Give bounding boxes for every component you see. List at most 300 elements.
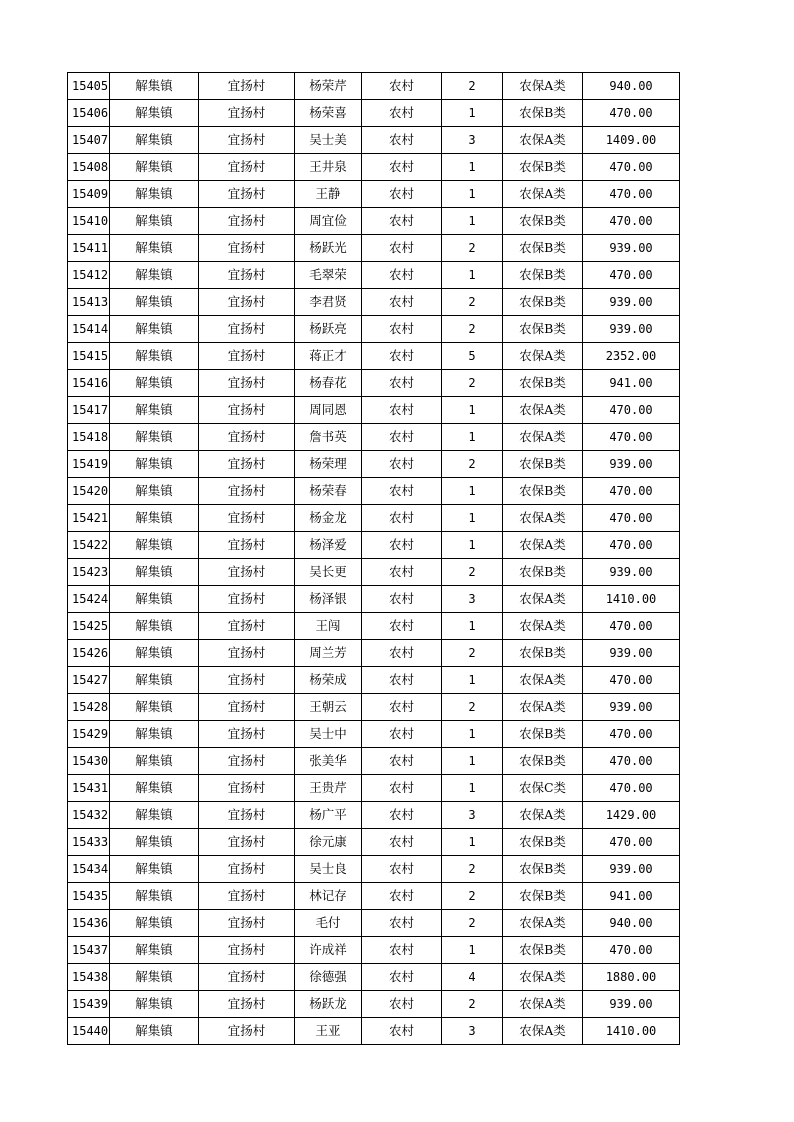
name-cell: 周兰芳 xyxy=(295,640,362,667)
name-cell: 杨荣理 xyxy=(295,451,362,478)
record-id-cell: 15425 xyxy=(68,613,110,640)
table-row xyxy=(68,181,680,208)
area-type-cell: 农村 xyxy=(362,154,442,181)
village-cell: 宜扬村 xyxy=(199,532,295,559)
name-cell: 王井泉 xyxy=(295,154,362,181)
town-cell: 解集镇 xyxy=(110,964,199,991)
village-cell: 宜扬村 xyxy=(199,694,295,721)
amount-cell: 470.00 xyxy=(583,775,680,802)
household-size-cell: 3 xyxy=(442,802,503,829)
area-type-cell: 农村 xyxy=(362,424,442,451)
amount-cell: 939.00 xyxy=(583,694,680,721)
area-type-cell: 农村 xyxy=(362,73,442,100)
amount-cell: 939.00 xyxy=(583,559,680,586)
table-row xyxy=(68,991,680,1018)
record-id-cell: 15436 xyxy=(68,910,110,937)
household-size-cell: 1 xyxy=(442,262,503,289)
amount-cell: 470.00 xyxy=(583,397,680,424)
record-id-cell: 15416 xyxy=(68,370,110,397)
area-type-cell: 农村 xyxy=(362,451,442,478)
town-cell: 解集镇 xyxy=(110,262,199,289)
town-cell: 解集镇 xyxy=(110,451,199,478)
household-size-cell: 1 xyxy=(442,478,503,505)
household-size-cell: 5 xyxy=(442,343,503,370)
area-type-cell: 农村 xyxy=(362,883,442,910)
insurance-class-cell: 农保A类 xyxy=(503,181,583,208)
table-row xyxy=(68,73,680,100)
insurance-class-cell: 农保B类 xyxy=(503,289,583,316)
household-size-cell: 1 xyxy=(442,613,503,640)
insurance-class-cell: 农保B类 xyxy=(503,640,583,667)
insurance-class-cell: 农保B类 xyxy=(503,316,583,343)
insurance-class-cell: 农保A类 xyxy=(503,424,583,451)
village-cell: 宜扬村 xyxy=(199,937,295,964)
record-id-cell: 15430 xyxy=(68,748,110,775)
insurance-class-cell: 农保B类 xyxy=(503,937,583,964)
name-cell: 杨泽银 xyxy=(295,586,362,613)
table-row xyxy=(68,424,680,451)
amount-cell: 470.00 xyxy=(583,424,680,451)
area-type-cell: 农村 xyxy=(362,208,442,235)
household-size-cell: 2 xyxy=(442,559,503,586)
records-body xyxy=(68,73,680,1045)
record-id-cell: 15439 xyxy=(68,991,110,1018)
amount-cell: 470.00 xyxy=(583,154,680,181)
name-cell: 杨跃光 xyxy=(295,235,362,262)
table-row xyxy=(68,478,680,505)
name-cell: 杨金龙 xyxy=(295,505,362,532)
insurance-class-cell: 农保B类 xyxy=(503,451,583,478)
name-cell: 吴士良 xyxy=(295,856,362,883)
town-cell: 解集镇 xyxy=(110,829,199,856)
village-cell: 宜扬村 xyxy=(199,829,295,856)
area-type-cell: 农村 xyxy=(362,937,442,964)
area-type-cell: 农村 xyxy=(362,127,442,154)
table-row xyxy=(68,505,680,532)
area-type-cell: 农村 xyxy=(362,802,442,829)
record-id-cell: 15412 xyxy=(68,262,110,289)
town-cell: 解集镇 xyxy=(110,775,199,802)
record-id-cell: 15432 xyxy=(68,802,110,829)
record-id-cell: 15407 xyxy=(68,127,110,154)
household-size-cell: 2 xyxy=(442,289,503,316)
insurance-class-cell: 农保B类 xyxy=(503,883,583,910)
name-cell: 杨荣喜 xyxy=(295,100,362,127)
area-type-cell: 农村 xyxy=(362,964,442,991)
record-id-cell: 15440 xyxy=(68,1018,110,1045)
insurance-class-cell: 农保A类 xyxy=(503,397,583,424)
area-type-cell: 农村 xyxy=(362,748,442,775)
household-size-cell: 2 xyxy=(442,370,503,397)
village-cell: 宜扬村 xyxy=(199,964,295,991)
name-cell: 王贵芹 xyxy=(295,775,362,802)
town-cell: 解集镇 xyxy=(110,721,199,748)
record-id-cell: 15405 xyxy=(68,73,110,100)
insurance-class-cell: 农保C类 xyxy=(503,775,583,802)
town-cell: 解集镇 xyxy=(110,289,199,316)
insurance-class-cell: 农保A类 xyxy=(503,343,583,370)
village-cell: 宜扬村 xyxy=(199,802,295,829)
village-cell: 宜扬村 xyxy=(199,289,295,316)
town-cell: 解集镇 xyxy=(110,640,199,667)
record-id-cell: 15408 xyxy=(68,154,110,181)
name-cell: 杨春花 xyxy=(295,370,362,397)
village-cell: 宜扬村 xyxy=(199,73,295,100)
name-cell: 周同恩 xyxy=(295,397,362,424)
record-id-cell: 15406 xyxy=(68,100,110,127)
record-id-cell: 15437 xyxy=(68,937,110,964)
insurance-class-cell: 农保A类 xyxy=(503,802,583,829)
amount-cell: 470.00 xyxy=(583,478,680,505)
area-type-cell: 农村 xyxy=(362,532,442,559)
table-row xyxy=(68,100,680,127)
area-type-cell: 农村 xyxy=(362,343,442,370)
area-type-cell: 农村 xyxy=(362,316,442,343)
town-cell: 解集镇 xyxy=(110,694,199,721)
table-row xyxy=(68,802,680,829)
name-cell: 徐德强 xyxy=(295,964,362,991)
village-cell: 宜扬村 xyxy=(199,640,295,667)
area-type-cell: 农村 xyxy=(362,829,442,856)
insurance-class-cell: 农保B类 xyxy=(503,559,583,586)
insurance-class-cell: 农保B类 xyxy=(503,721,583,748)
household-size-cell: 1 xyxy=(442,100,503,127)
household-size-cell: 2 xyxy=(442,694,503,721)
area-type-cell: 农村 xyxy=(362,910,442,937)
household-size-cell: 2 xyxy=(442,991,503,1018)
insurance-class-cell: 农保A类 xyxy=(503,505,583,532)
area-type-cell: 农村 xyxy=(362,613,442,640)
household-size-cell: 2 xyxy=(442,910,503,937)
village-cell: 宜扬村 xyxy=(199,883,295,910)
record-id-cell: 15419 xyxy=(68,451,110,478)
record-id-cell: 15435 xyxy=(68,883,110,910)
household-size-cell: 2 xyxy=(442,73,503,100)
name-cell: 周宜俭 xyxy=(295,208,362,235)
village-cell: 宜扬村 xyxy=(199,262,295,289)
name-cell: 杨跃龙 xyxy=(295,991,362,1018)
household-size-cell: 1 xyxy=(442,181,503,208)
amount-cell: 470.00 xyxy=(583,100,680,127)
name-cell: 杨泽爱 xyxy=(295,532,362,559)
name-cell: 吴长更 xyxy=(295,559,362,586)
amount-cell: 470.00 xyxy=(583,937,680,964)
household-size-cell: 1 xyxy=(442,397,503,424)
amount-cell: 470.00 xyxy=(583,721,680,748)
town-cell: 解集镇 xyxy=(110,343,199,370)
village-cell: 宜扬村 xyxy=(199,316,295,343)
household-size-cell: 3 xyxy=(442,1018,503,1045)
name-cell: 林记存 xyxy=(295,883,362,910)
area-type-cell: 农村 xyxy=(362,991,442,1018)
insurance-class-cell: 农保A类 xyxy=(503,127,583,154)
village-cell: 宜扬村 xyxy=(199,343,295,370)
table-row xyxy=(68,127,680,154)
household-size-cell: 1 xyxy=(442,505,503,532)
village-cell: 宜扬村 xyxy=(199,235,295,262)
table-row xyxy=(68,775,680,802)
village-cell: 宜扬村 xyxy=(199,208,295,235)
area-type-cell: 农村 xyxy=(362,370,442,397)
amount-cell: 939.00 xyxy=(583,451,680,478)
insurance-class-cell: 农保B类 xyxy=(503,262,583,289)
table-row xyxy=(68,613,680,640)
town-cell: 解集镇 xyxy=(110,991,199,1018)
name-cell: 许成祥 xyxy=(295,937,362,964)
record-id-cell: 15424 xyxy=(68,586,110,613)
record-id-cell: 15414 xyxy=(68,316,110,343)
insurance-class-cell: 农保A类 xyxy=(503,991,583,1018)
insurance-class-cell: 农保B类 xyxy=(503,235,583,262)
amount-cell: 470.00 xyxy=(583,262,680,289)
amount-cell: 470.00 xyxy=(583,613,680,640)
village-cell: 宜扬村 xyxy=(199,127,295,154)
household-size-cell: 1 xyxy=(442,532,503,559)
records-table xyxy=(67,72,680,1045)
area-type-cell: 农村 xyxy=(362,856,442,883)
record-id-cell: 15415 xyxy=(68,343,110,370)
area-type-cell: 农村 xyxy=(362,1018,442,1045)
area-type-cell: 农村 xyxy=(362,235,442,262)
town-cell: 解集镇 xyxy=(110,100,199,127)
amount-cell: 470.00 xyxy=(583,667,680,694)
area-type-cell: 农村 xyxy=(362,775,442,802)
record-id-cell: 15429 xyxy=(68,721,110,748)
town-cell: 解集镇 xyxy=(110,559,199,586)
name-cell: 蒋正才 xyxy=(295,343,362,370)
record-id-cell: 15434 xyxy=(68,856,110,883)
town-cell: 解集镇 xyxy=(110,478,199,505)
insurance-class-cell: 农保A类 xyxy=(503,910,583,937)
name-cell: 王朝云 xyxy=(295,694,362,721)
insurance-class-cell: 农保A类 xyxy=(503,964,583,991)
household-size-cell: 2 xyxy=(442,316,503,343)
table-row xyxy=(68,694,680,721)
record-id-cell: 15421 xyxy=(68,505,110,532)
household-size-cell: 3 xyxy=(442,127,503,154)
town-cell: 解集镇 xyxy=(110,883,199,910)
name-cell: 杨跃亮 xyxy=(295,316,362,343)
table-row xyxy=(68,721,680,748)
amount-cell: 470.00 xyxy=(583,181,680,208)
name-cell: 詹书英 xyxy=(295,424,362,451)
village-cell: 宜扬村 xyxy=(199,1018,295,1045)
name-cell: 徐元康 xyxy=(295,829,362,856)
name-cell: 毛付 xyxy=(295,910,362,937)
household-size-cell: 2 xyxy=(442,235,503,262)
name-cell: 王亚 xyxy=(295,1018,362,1045)
household-size-cell: 1 xyxy=(442,775,503,802)
town-cell: 解集镇 xyxy=(110,397,199,424)
household-size-cell: 2 xyxy=(442,451,503,478)
village-cell: 宜扬村 xyxy=(199,775,295,802)
record-id-cell: 15411 xyxy=(68,235,110,262)
town-cell: 解集镇 xyxy=(110,937,199,964)
name-cell: 王闯 xyxy=(295,613,362,640)
area-type-cell: 农村 xyxy=(362,640,442,667)
area-type-cell: 农村 xyxy=(362,667,442,694)
record-id-cell: 15427 xyxy=(68,667,110,694)
village-cell: 宜扬村 xyxy=(199,100,295,127)
village-cell: 宜扬村 xyxy=(199,154,295,181)
household-size-cell: 1 xyxy=(442,721,503,748)
insurance-class-cell: 农保B类 xyxy=(503,478,583,505)
insurance-class-cell: 农保A类 xyxy=(503,586,583,613)
town-cell: 解集镇 xyxy=(110,802,199,829)
area-type-cell: 农村 xyxy=(362,721,442,748)
village-cell: 宜扬村 xyxy=(199,991,295,1018)
table-row xyxy=(68,937,680,964)
village-cell: 宜扬村 xyxy=(199,910,295,937)
insurance-class-cell: 农保A类 xyxy=(503,532,583,559)
household-size-cell: 1 xyxy=(442,937,503,964)
record-id-cell: 15423 xyxy=(68,559,110,586)
insurance-class-cell: 农保B类 xyxy=(503,829,583,856)
name-cell: 王静 xyxy=(295,181,362,208)
record-id-cell: 15418 xyxy=(68,424,110,451)
table-row xyxy=(68,829,680,856)
name-cell: 吴士中 xyxy=(295,721,362,748)
household-size-cell: 1 xyxy=(442,667,503,694)
table-row xyxy=(68,262,680,289)
table-row xyxy=(68,532,680,559)
village-cell: 宜扬村 xyxy=(199,370,295,397)
record-id-cell: 15420 xyxy=(68,478,110,505)
amount-cell: 470.00 xyxy=(583,829,680,856)
insurance-class-cell: 农保B类 xyxy=(503,856,583,883)
name-cell: 毛翠荣 xyxy=(295,262,362,289)
insurance-class-cell: 农保A类 xyxy=(503,73,583,100)
amount-cell: 939.00 xyxy=(583,235,680,262)
table-row xyxy=(68,910,680,937)
town-cell: 解集镇 xyxy=(110,856,199,883)
insurance-class-cell: 农保B类 xyxy=(503,100,583,127)
amount-cell: 939.00 xyxy=(583,289,680,316)
name-cell: 杨荣芹 xyxy=(295,73,362,100)
record-id-cell: 15417 xyxy=(68,397,110,424)
household-size-cell: 1 xyxy=(442,208,503,235)
village-cell: 宜扬村 xyxy=(199,397,295,424)
amount-cell: 1429.00 xyxy=(583,802,680,829)
name-cell: 杨荣春 xyxy=(295,478,362,505)
table-row xyxy=(68,667,680,694)
village-cell: 宜扬村 xyxy=(199,586,295,613)
table-row xyxy=(68,154,680,181)
area-type-cell: 农村 xyxy=(362,397,442,424)
area-type-cell: 农村 xyxy=(362,478,442,505)
area-type-cell: 农村 xyxy=(362,694,442,721)
village-cell: 宜扬村 xyxy=(199,856,295,883)
household-size-cell: 2 xyxy=(442,856,503,883)
amount-cell: 941.00 xyxy=(583,370,680,397)
area-type-cell: 农村 xyxy=(362,559,442,586)
insurance-class-cell: 农保A类 xyxy=(503,1018,583,1045)
table-row xyxy=(68,343,680,370)
town-cell: 解集镇 xyxy=(110,235,199,262)
table-row xyxy=(68,316,680,343)
household-size-cell: 4 xyxy=(442,964,503,991)
town-cell: 解集镇 xyxy=(110,208,199,235)
name-cell: 杨荣成 xyxy=(295,667,362,694)
village-cell: 宜扬村 xyxy=(199,721,295,748)
area-type-cell: 农村 xyxy=(362,505,442,532)
table-row xyxy=(68,964,680,991)
town-cell: 解集镇 xyxy=(110,316,199,343)
amount-cell: 939.00 xyxy=(583,640,680,667)
household-size-cell: 2 xyxy=(442,883,503,910)
town-cell: 解集镇 xyxy=(110,154,199,181)
amount-cell: 470.00 xyxy=(583,208,680,235)
record-id-cell: 15409 xyxy=(68,181,110,208)
town-cell: 解集镇 xyxy=(110,127,199,154)
town-cell: 解集镇 xyxy=(110,370,199,397)
village-cell: 宜扬村 xyxy=(199,613,295,640)
village-cell: 宜扬村 xyxy=(199,478,295,505)
insurance-class-cell: 农保B类 xyxy=(503,370,583,397)
table-row xyxy=(68,397,680,424)
record-id-cell: 15433 xyxy=(68,829,110,856)
amount-cell: 1409.00 xyxy=(583,127,680,154)
record-id-cell: 15431 xyxy=(68,775,110,802)
record-id-cell: 15426 xyxy=(68,640,110,667)
amount-cell: 940.00 xyxy=(583,910,680,937)
table-row xyxy=(68,208,680,235)
amount-cell: 1880.00 xyxy=(583,964,680,991)
area-type-cell: 农村 xyxy=(362,289,442,316)
table-row xyxy=(68,883,680,910)
record-id-cell: 15413 xyxy=(68,289,110,316)
area-type-cell: 农村 xyxy=(362,586,442,613)
village-cell: 宜扬村 xyxy=(199,181,295,208)
town-cell: 解集镇 xyxy=(110,748,199,775)
insurance-class-cell: 农保A类 xyxy=(503,613,583,640)
household-size-cell: 1 xyxy=(442,829,503,856)
amount-cell: 1410.00 xyxy=(583,1018,680,1045)
table-row xyxy=(68,451,680,478)
amount-cell: 1410.00 xyxy=(583,586,680,613)
insurance-class-cell: 农保B类 xyxy=(503,208,583,235)
name-cell: 吴士美 xyxy=(295,127,362,154)
village-cell: 宜扬村 xyxy=(199,505,295,532)
amount-cell: 939.00 xyxy=(583,856,680,883)
area-type-cell: 农村 xyxy=(362,100,442,127)
table-row xyxy=(68,1018,680,1045)
amount-cell: 470.00 xyxy=(583,748,680,775)
town-cell: 解集镇 xyxy=(110,586,199,613)
amount-cell: 940.00 xyxy=(583,73,680,100)
table-row xyxy=(68,640,680,667)
insurance-class-cell: 农保A类 xyxy=(503,667,583,694)
name-cell: 张美华 xyxy=(295,748,362,775)
table-row xyxy=(68,235,680,262)
amount-cell: 470.00 xyxy=(583,505,680,532)
village-cell: 宜扬村 xyxy=(199,424,295,451)
town-cell: 解集镇 xyxy=(110,667,199,694)
household-size-cell: 1 xyxy=(442,424,503,451)
town-cell: 解集镇 xyxy=(110,1018,199,1045)
village-cell: 宜扬村 xyxy=(199,451,295,478)
table-row xyxy=(68,559,680,586)
village-cell: 宜扬村 xyxy=(199,748,295,775)
household-size-cell: 1 xyxy=(442,154,503,181)
town-cell: 解集镇 xyxy=(110,181,199,208)
record-id-cell: 15428 xyxy=(68,694,110,721)
record-id-cell: 15410 xyxy=(68,208,110,235)
village-cell: 宜扬村 xyxy=(199,667,295,694)
table-row xyxy=(68,748,680,775)
table-row xyxy=(68,370,680,397)
insurance-class-cell: 农保B类 xyxy=(503,748,583,775)
